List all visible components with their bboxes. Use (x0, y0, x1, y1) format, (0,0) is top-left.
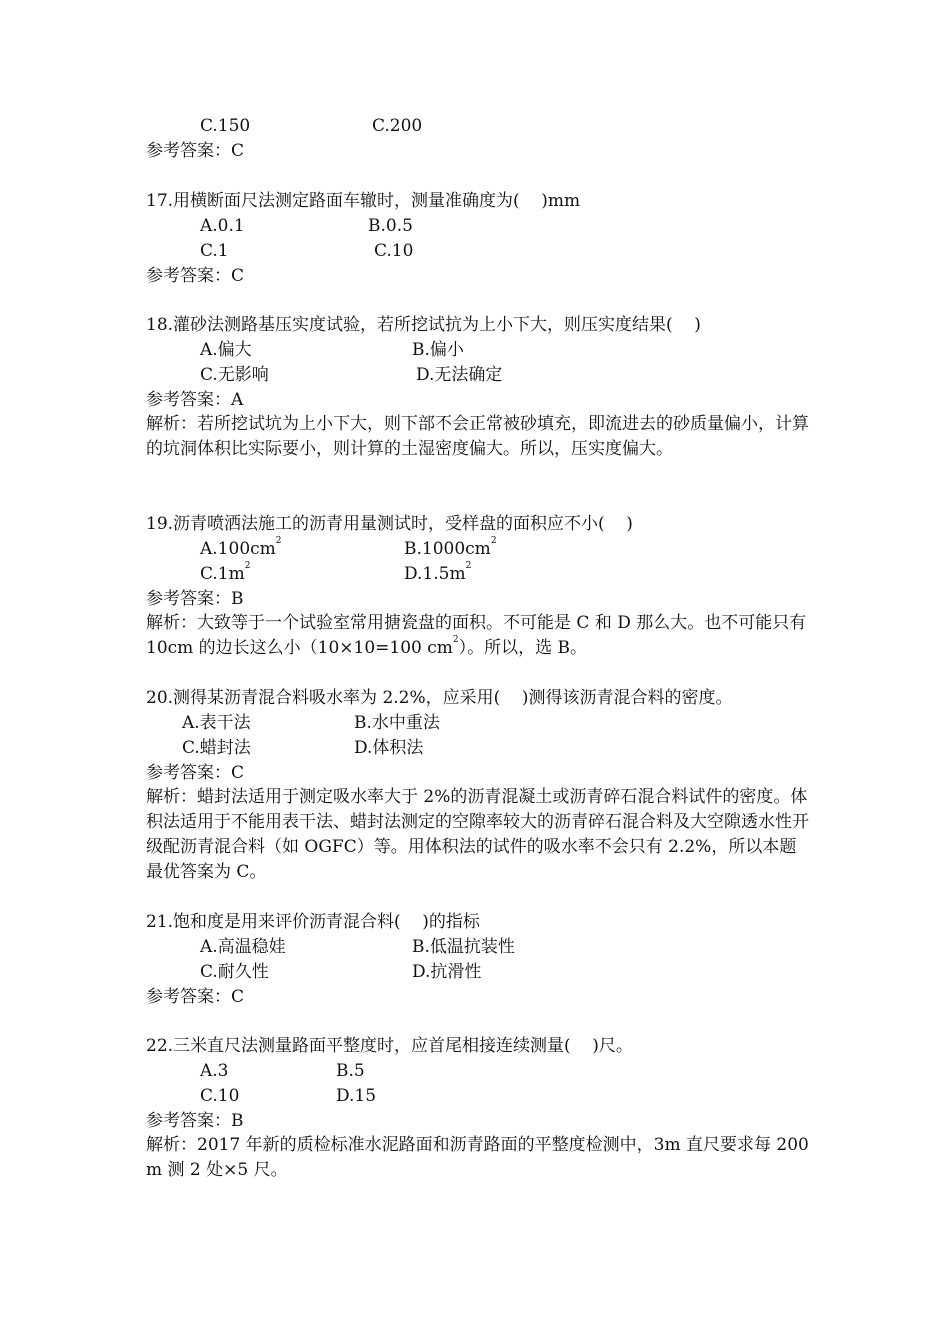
q18-option-a: A.偏大 (200, 340, 252, 360)
q17-answer: 参考答案：C (146, 266, 245, 286)
q17-option-c: C.1 (200, 241, 229, 261)
q21-answer: 参考答案：C (146, 987, 245, 1007)
q18-option-d: D.无法确定 (416, 365, 503, 385)
q20-option-d: D.体积法 (354, 738, 424, 758)
q19-option-b-sup: 2 (490, 536, 497, 546)
q16-option-c: C.150 (200, 116, 251, 136)
q19-option-a (200, 537, 282, 561)
q19-analysis-sup: 2 (452, 635, 459, 645)
q16-answer: 参考答案：C (146, 141, 245, 161)
q19-option-c (200, 562, 250, 586)
q22-option-a: A.3 (200, 1061, 229, 1081)
q19-option-a-sup: 2 (275, 536, 282, 546)
q22-option-b: B.5 (336, 1061, 365, 1081)
q19-option-a-text: A.100cm (200, 539, 276, 559)
q21-option-c: C.耐久性 (200, 962, 269, 982)
q22-option-d: D.15 (336, 1086, 377, 1106)
q21-option-a: A.高温稳娃 (200, 937, 286, 957)
q19-stem: 19.沥青喷洒法施工的沥青用量测试时，受样盘的面积应不小( ) (146, 514, 633, 534)
q16-option-d: C.200 (372, 116, 423, 136)
q19-answer: 参考答案：B (146, 589, 244, 609)
q17-stem: 17.用横断面尺法测定路面车辙时，测量准确度为( )mm (146, 191, 581, 211)
q19-option-d-sup: 2 (465, 561, 472, 571)
q19-analysis-text2: ）。所以，选 B。 (458, 638, 588, 658)
q22-stem: 22.三米直尺法测量路面平整度时，应首尾相接连续测量( )尺。 (146, 1036, 633, 1056)
q18-analysis: 解析：若所挖试坑为上小下大，则下部不会正常被砂填充，即流进去的砂质量偏小，计算的坑洞体积比实际要小，则计算的土湿密度偏大。所以，压实度偏大。 (146, 414, 809, 459)
q20-option-a: A.表干法 (182, 713, 251, 733)
q19-option-c-text: C.1m (200, 564, 245, 584)
q19-option-c-sup: 2 (244, 561, 251, 571)
q20-option-b: B.水中重法 (354, 713, 440, 733)
q20-answer: 参考答案：C (146, 763, 245, 783)
q19-option-d (404, 562, 471, 586)
q18-stem: 18.灌砂法测路基压实度试验，若所挖试抗为上小下大，则压实度结果( ) (146, 315, 701, 335)
q18-option-b: B.偏小 (412, 340, 464, 360)
q18-option-c: C.无影响 (200, 365, 269, 385)
q21-stem: 21.饱和度是用来评价沥青混合料( )的指标 (146, 912, 480, 932)
q19-option-d-text: D.1.5m (404, 564, 466, 584)
q19-option-b (404, 537, 497, 561)
q22-option-c: C.10 (200, 1086, 240, 1106)
q22-analysis: 解析：2017 年新的质检标准水泥路面和沥青路面的平整度检测中，3m 直尺要求每 200m 测 2 处×5 尺。 (146, 1135, 809, 1180)
q20-option-c: C.蜡封法 (182, 738, 251, 758)
q19-option-b-text: B.1000cm (404, 539, 491, 559)
q20-stem: 20.测得某沥青混合料吸水率为 2.2%，应采用( )测得该沥青混合料的密度。 (146, 688, 733, 708)
q21-option-b: B.低温抗装性 (412, 937, 515, 957)
q17-option-d: C.10 (374, 241, 414, 261)
q18-answer: 参考答案：A (146, 390, 244, 410)
q22-answer: 参考答案：B (146, 1111, 244, 1131)
q21-option-d: D.抗滑性 (412, 962, 482, 982)
q17-option-b: B.0.5 (368, 216, 413, 236)
q17-option-a: A.0.1 (200, 216, 245, 236)
q19-analysis (146, 611, 810, 661)
q19-analysis-text1: 解析：大致等于一个试验室常用搪瓷盘的面积。不可能是 C 和 D 那么大。也不可能只有 10cm 的边长这么小（10×10=100 cm (146, 613, 807, 658)
q20-analysis: 解析：蜡封法适用于测定吸水率大于 2%的沥青混凝土或沥青碎石混合料试件的密度。体积法适用于不能用表干法、蜡封法测定的空隙率较大的沥青碎石混合料及大空隙透水性开级配沥青混合料（如 OGFC）等。用体积法的试件的吸水率不会只有 2.2%，所以本题最优答案为 C。 (146, 787, 809, 882)
